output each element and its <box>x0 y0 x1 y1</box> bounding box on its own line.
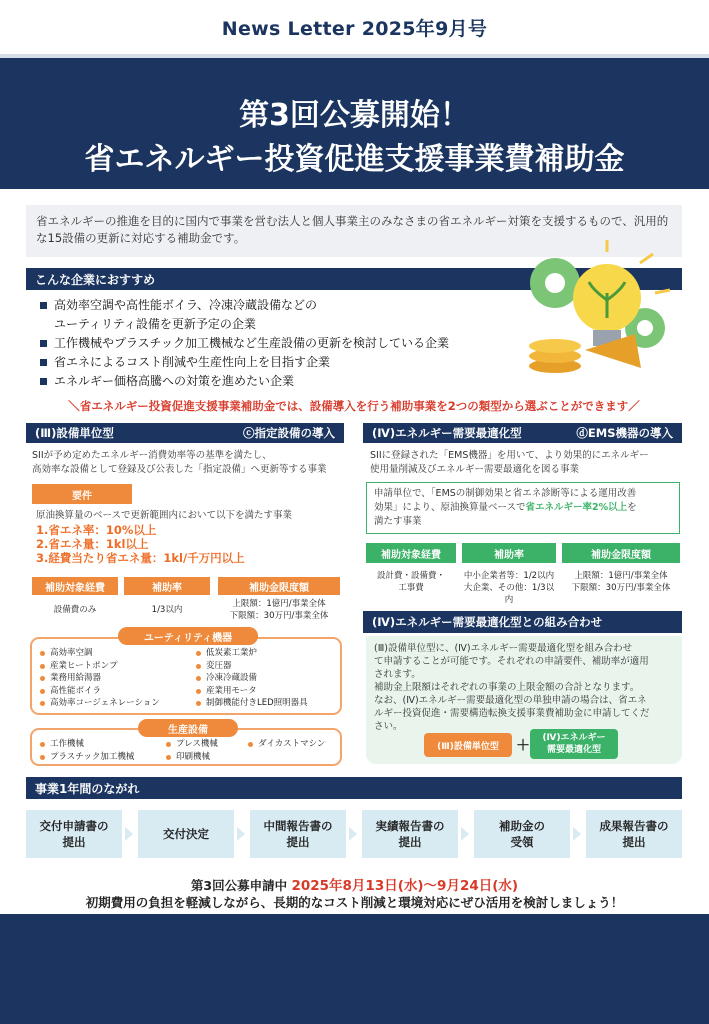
flow-step-line: 交付申請書の <box>39 819 109 833</box>
utility-label: ユーティリティ機器 <box>118 627 258 645</box>
list-item: プレス機械 <box>166 738 218 751</box>
left-panel-title: (Ⅲ)設備単位型 <box>35 426 114 440</box>
list-item: 変圧器 <box>196 660 308 673</box>
main-title-line2: 省エネルギー投資促進支援事業費補助金 <box>84 142 625 177</box>
combo-header <box>363 611 682 633</box>
flow-step <box>362 810 458 858</box>
combo-line: なお、(Ⅳ)エネルギー需要最適化型の単独申請の場合は、省エネ <box>374 695 647 706</box>
left-panel-header <box>26 423 344 443</box>
combo-line: ルギー投資促進・需要構造転換支援事業費補助金に申請してくだ <box>374 708 650 719</box>
flow-step-line: 補助金の <box>499 819 545 833</box>
right-panel-title: (Ⅳ)エネルギー需要最適化型 <box>372 426 522 440</box>
val-line: 設計費・設備費・ <box>376 571 445 581</box>
right-desc-line: SIIに登録された「EMS機器」を用いて、より効果的にエネルギー <box>370 450 649 461</box>
flow-step <box>138 810 234 858</box>
recommend-list <box>40 296 510 391</box>
badge-line: 需要最適化型 <box>546 745 601 755</box>
limit-upper: 上限額：1億円/事業全体 <box>232 599 326 609</box>
flow-steps <box>26 810 686 860</box>
period-date: 2025年8月13日(水)～9月24日(水) <box>291 878 519 894</box>
combo-line: (Ⅲ)設備単位型に、(Ⅳ)エネルギー需要最適化型を組み合わせ <box>374 643 633 654</box>
flow-step-line: 実績報告書の <box>375 819 445 833</box>
combo-line: 補助金上限額はそれぞれの事業の上限金額の合計となります。 <box>374 682 640 693</box>
right-panel-header <box>363 423 682 443</box>
box-line: を <box>627 502 637 513</box>
requirement-text: 原油換算量のベースで更新範囲内において以下を満たす事業 <box>36 510 293 521</box>
col-header: 補助金限度額 <box>218 577 340 595</box>
flow-step-line: 提出 <box>398 835 422 849</box>
list-item: 省エネによるコスト削減や生産性向上を目指す企業 <box>40 353 510 372</box>
box-line: 満たす事業 <box>374 516 422 527</box>
production-label: 生産設備 <box>138 719 238 737</box>
main-title-line1: 第3回公募開始！ <box>239 98 470 133</box>
flow-heading: 事業1年間のながれ <box>26 777 682 799</box>
application-period <box>0 874 709 894</box>
flow-step-line: 中間報告書の <box>263 819 333 833</box>
list-item: ダイカストマシン <box>248 738 325 751</box>
arrow-icon <box>573 827 581 841</box>
flow-step-line: 提出 <box>286 835 310 849</box>
list-item: 産業用モータ <box>196 685 308 698</box>
lightbulb-gear-icon <box>515 238 685 386</box>
val-line: 下限額：30万円/事業全体 <box>571 583 671 593</box>
box-line: 効果」により、原油換算量ベースで <box>374 502 526 513</box>
footer-band <box>0 914 709 1024</box>
flow-step-line: 交付決定 <box>163 827 209 841</box>
arrow-icon <box>461 827 469 841</box>
plus-icon: ＋ <box>516 738 530 754</box>
list-item: 産業ヒートポンプ <box>40 660 160 673</box>
right-panel-sub: ⓓEMS機器の導入 <box>576 426 673 440</box>
flow-step <box>474 810 570 858</box>
newsletter-title: News Letter 2025年9月号 <box>221 17 488 40</box>
utility-list-b <box>196 647 308 710</box>
left-desc-line: 高効率な設備として登録及び公表した「指定設備」へ更新等する事業 <box>32 464 327 475</box>
combo-title: (Ⅳ)エネルギー需要最適化型との組み合わせ <box>372 615 603 629</box>
requirement-item: 3.経費当たり省エネ量：1kl/千万円以上 <box>36 551 245 565</box>
list-item: 高効率空調 <box>40 647 160 660</box>
flow-step <box>250 810 346 858</box>
list-item: 高効率空調や高性能ボイラ、冷凍冷蔵設備などの <box>40 296 510 315</box>
production-list-a <box>40 738 134 763</box>
limit-lower: 下限額：30万円/事業全体 <box>229 611 329 621</box>
arrow-icon <box>349 827 357 841</box>
list-item-cont: ユーティリティ設備を更新予定の企業 <box>54 317 256 331</box>
flow-step <box>586 810 682 858</box>
list-item: 高性能ボイラ <box>40 685 160 698</box>
col-header: 補助対象経費 <box>32 577 118 595</box>
val-line: 工事費 <box>398 583 424 593</box>
badge-line: (Ⅳ)エネルギー <box>542 733 606 743</box>
production-list-b <box>166 738 218 763</box>
arrow-icon <box>237 827 245 841</box>
left-panel-sub: ⓒ指定設備の導入 <box>243 426 335 440</box>
rate-value: 1/3以内 <box>151 605 183 615</box>
val-line: 中小企業者等：1/2以内 <box>463 571 555 581</box>
col-header: 補助率 <box>124 577 210 595</box>
limit-value <box>562 570 680 594</box>
flow-step-line: 提出 <box>622 835 646 849</box>
notice-line: ＼省エネルギー投資促進支援事業補助金では、設備導入を行う補助事業を2つの類型から選ぶことができます／ <box>68 399 640 413</box>
requirement-item: 2.省エネ量：1kl以上 <box>36 537 149 551</box>
flow-step-line: 提出 <box>62 835 86 849</box>
type3-badge: (Ⅲ)設備単位型 <box>424 733 512 757</box>
ems-requirement-box <box>366 482 680 534</box>
flow-step-line: 受領 <box>510 835 534 849</box>
rate-value <box>460 570 558 606</box>
col-header: 補助率 <box>462 543 556 563</box>
box-line: 申請単位で、「EMSの制御効果と省エネ診断等による運用改善 <box>374 488 637 499</box>
requirement-label: 要件 <box>32 484 132 504</box>
list-item: 制御機能付きLED照明器具 <box>196 697 308 710</box>
val-line: 上限額：1億円/事業全体 <box>574 571 668 581</box>
list-item: エネルギー価格高騰への対策を進めたい企業 <box>40 372 510 391</box>
limit-value <box>218 598 340 622</box>
combo-line: て申請することが可能です。それぞれの申請要件、補助率が適用 <box>374 656 649 667</box>
recommend-heading: こんな企業におすすめ <box>26 268 682 290</box>
production-list-c <box>248 738 325 751</box>
flow-step <box>26 810 122 858</box>
combo-line: さい。 <box>374 721 403 732</box>
left-desc <box>32 449 346 477</box>
list-item: 工作機械やプラスチック加工機械など生産設備の更新を検討している企業 <box>40 334 510 353</box>
cost-value <box>366 570 456 594</box>
list-item: 業務用給湯器 <box>40 672 160 685</box>
list-item <box>40 315 510 334</box>
val-line: 大企業、その他：1/3以内 <box>463 583 555 605</box>
right-desc-line: 使用量削減及びエネルギー需要最適化を図る事業 <box>370 464 580 475</box>
list-item: 工作機械 <box>40 738 134 751</box>
highlight-text: 省エネルギー率2%以上 <box>525 502 628 513</box>
requirement-item: 1.省エネ率：10%以上 <box>36 523 157 537</box>
intro-text: 省エネルギーの推進を目的に国内で事業を営む法人と個人事業主のみなさまの省エネルギー対策を支援するもので、汎用的な15設備の更新に対応する補助金です。 <box>26 205 682 257</box>
period-label: 第3回公募申請中 <box>190 878 292 893</box>
col-header: 補助金限度額 <box>562 543 680 563</box>
flow-step-line: 成果報告書の <box>599 819 669 833</box>
list-item: 低炭素工業炉 <box>196 647 308 660</box>
col-header: 補助対象経費 <box>366 543 456 563</box>
utility-list-a <box>40 647 160 710</box>
right-desc <box>370 449 680 477</box>
left-desc-line: SIIが予め定めたエネルギー消費効率等の基準を満たし、 <box>32 450 272 461</box>
requirement-list <box>36 523 245 565</box>
title-banner <box>0 54 709 189</box>
list-item: 高効率コージェネレーション <box>40 697 160 710</box>
list-item: 印刷機械 <box>166 751 218 764</box>
arrow-icon <box>125 827 133 841</box>
closing-message: 初期費用の負担を軽減しながら、長期的なコスト削減と環境対応にぜひ活用を検討しましょう！ <box>85 895 624 910</box>
type4-badge <box>530 729 618 759</box>
cost-value: 設備費のみ <box>53 605 97 615</box>
combo-line: されます。 <box>374 669 421 680</box>
list-item: 冷凍冷蔵設備 <box>196 672 308 685</box>
list-item: プラスチック加工機械 <box>40 751 134 764</box>
